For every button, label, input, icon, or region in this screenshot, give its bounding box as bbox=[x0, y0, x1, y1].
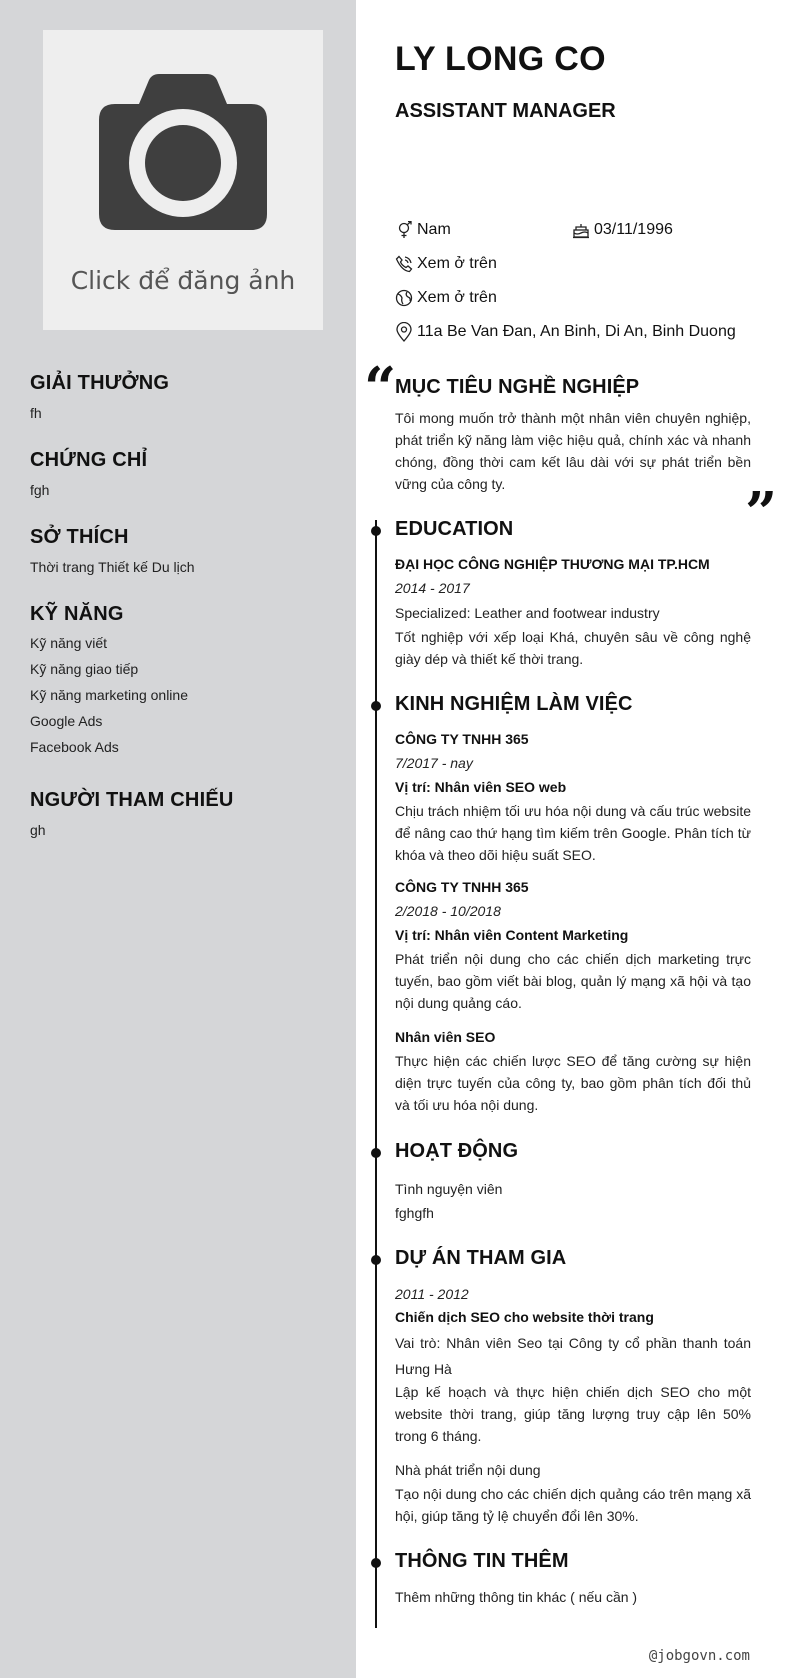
phone-row bbox=[395, 255, 497, 273]
extra-text: Thêm những thông tin khác ( nếu cần ) bbox=[395, 1589, 638, 1605]
hobbies-section bbox=[30, 526, 330, 575]
watermark: @jobgovn.com bbox=[648, 1648, 750, 1664]
activity-item: fghgfh bbox=[395, 1205, 434, 1221]
globe-icon bbox=[395, 289, 413, 307]
awards-text: fh bbox=[30, 405, 42, 421]
timeline-dot bbox=[371, 1558, 381, 1568]
candidate-name: LY LONG CO bbox=[395, 40, 606, 78]
skill-item: Kỹ năng marketing online bbox=[30, 687, 188, 703]
skill-item: Facebook Ads bbox=[30, 739, 119, 755]
education-title: EDUCATION bbox=[395, 518, 514, 540]
address-value: 11a Be Van Đan, An Binh, Di An, Binh Duong bbox=[417, 323, 736, 340]
phone-value: Xem ở trên bbox=[417, 255, 497, 272]
hobbies-title: SỞ THÍCH bbox=[30, 526, 129, 548]
timeline-dot bbox=[371, 1255, 381, 1265]
education-school: ĐẠI HỌC CÔNG NGHIỆP THƯƠNG MẠI TP.HCM bbox=[395, 556, 710, 572]
job-position: Vị trí: Nhân viên SEO web bbox=[395, 779, 567, 795]
project-description-2: Tạo nội dung cho các chiến dịch quảng cáo trên mạng xã hội, giúp tăng tỷ lệ chuyển đổi lên 30%. bbox=[395, 1486, 751, 1524]
gender-value: Nam bbox=[417, 221, 451, 238]
awards-section bbox=[30, 372, 330, 421]
projects-title: DỰ ÁN THAM GIA bbox=[395, 1247, 567, 1269]
extra-title: THÔNG TIN THÊM bbox=[395, 1550, 569, 1572]
activity-item: Tình nguyện viên bbox=[395, 1181, 503, 1197]
skill-item: Kỹ năng viết bbox=[30, 635, 108, 651]
certificates-title: CHỨNG CHỈ bbox=[30, 449, 148, 471]
skill-item: Google Ads bbox=[30, 713, 103, 729]
experience-title: KINH NGHIỆM LÀM VIỆC bbox=[395, 693, 633, 715]
project-period: 2011 - 2012 bbox=[395, 1286, 469, 1302]
job-title: ASSISTANT MANAGER bbox=[395, 100, 616, 122]
project-role-2: Nhà phát triển nội dung bbox=[395, 1462, 541, 1478]
references-text: gh bbox=[30, 822, 46, 838]
certificates-section bbox=[30, 449, 330, 498]
skills-title: KỸ NĂNG bbox=[30, 603, 124, 625]
camera-icon bbox=[99, 74, 267, 230]
phone-icon bbox=[395, 255, 413, 273]
references-title: NGƯỜI THAM CHIẾU bbox=[30, 789, 234, 811]
skills-section bbox=[30, 603, 330, 760]
website-value: Xem ở trên bbox=[417, 289, 497, 306]
website-row bbox=[395, 289, 497, 307]
job-description: Thực hiện các chiến lược SEO để tăng cường sự hiện diện trực tuyến của công ty, bao gồm phân tích đối thủ và tối ưu hóa nội dung. bbox=[395, 1053, 751, 1113]
objective-title: MỤC TIÊU NGHỀ NGHIỆP bbox=[395, 376, 640, 398]
address-row bbox=[395, 322, 736, 342]
timeline-dot bbox=[371, 1148, 381, 1158]
birthday-value: 03/11/1996 bbox=[594, 221, 673, 238]
job-description: Chịu trách nhiệm tối ưu hóa nội dung và cấu trúc website để nâng cao thứ hạng tìm kiếm trên Google. Phân tích từ khóa và theo dõi hiệu suất SEO. bbox=[395, 803, 751, 863]
skill-item: Kỹ năng giao tiếp bbox=[30, 661, 139, 677]
references-section bbox=[30, 789, 330, 838]
project-description: Lập kế hoạch và thực hiện chiến dịch SEO cho một website thời trang, giúp tăng lượng truy cập lên 50% trong 6 tháng. bbox=[395, 1384, 751, 1444]
project-role: Vai trò: Nhân viên Seo tại Công ty cổ phần thanh toán Hưng Hà bbox=[395, 1335, 751, 1377]
education-description: Tốt nghiệp với xếp loại Khá, chuyên sâu về công nghệ giày dép và thiết kế thời trang. bbox=[395, 629, 751, 667]
skills-list bbox=[30, 630, 330, 760]
awards-title: GIẢI THƯỞNG bbox=[30, 372, 170, 394]
activities-title: HOẠT ĐỘNG bbox=[395, 1140, 519, 1162]
location-pin-icon bbox=[395, 322, 413, 342]
cake-icon bbox=[572, 221, 590, 239]
job-period: 2/2018 - 10/2018 bbox=[395, 903, 501, 919]
photo-upload[interactable] bbox=[43, 30, 323, 330]
timeline-dot bbox=[371, 526, 381, 536]
gender-row bbox=[395, 221, 451, 239]
close-quote-icon: ” bbox=[745, 480, 778, 546]
birthday-row bbox=[572, 221, 673, 239]
open-quote-icon: “ bbox=[364, 355, 397, 421]
education-period: 2014 - 2017 bbox=[395, 580, 470, 596]
timeline-dot bbox=[371, 701, 381, 711]
education-major: Specialized: Leather and footwear industry bbox=[395, 605, 660, 621]
gender-icon bbox=[395, 221, 413, 239]
project-name: Chiến dịch SEO cho website thời trang bbox=[395, 1309, 654, 1325]
job-position: Nhân viên SEO bbox=[395, 1029, 496, 1045]
hobbies-text: Thời trang Thiết kế Du lịch bbox=[30, 559, 195, 575]
objective-text: Tôi mong muốn trở thành một nhân viên chuyên nghiệp, phát triển kỹ năng làm việc hiệu quả, chính xác và nhanh chóng, đồng thời cam kết lâu dài với sự phát triển bền vững của công ty. bbox=[395, 410, 751, 492]
job-position: Vị trí: Nhân viên Content Marketing bbox=[395, 927, 629, 943]
job-period: 7/2017 - nay bbox=[395, 755, 473, 771]
job-company: CÔNG TY TNHH 365 bbox=[395, 879, 529, 895]
job-description: Phát triển nội dung cho các chiến dịch marketing trực tuyến, bao gồm viết bài blog, quản lý mạng xã hội và tạo nội dung quảng cáo. bbox=[395, 951, 751, 1011]
timeline-line bbox=[375, 520, 377, 1628]
certificates-text: fgh bbox=[30, 482, 50, 498]
photo-caption: Click để đăng ảnh bbox=[70, 266, 296, 295]
job-company: CÔNG TY TNHH 365 bbox=[395, 731, 529, 747]
